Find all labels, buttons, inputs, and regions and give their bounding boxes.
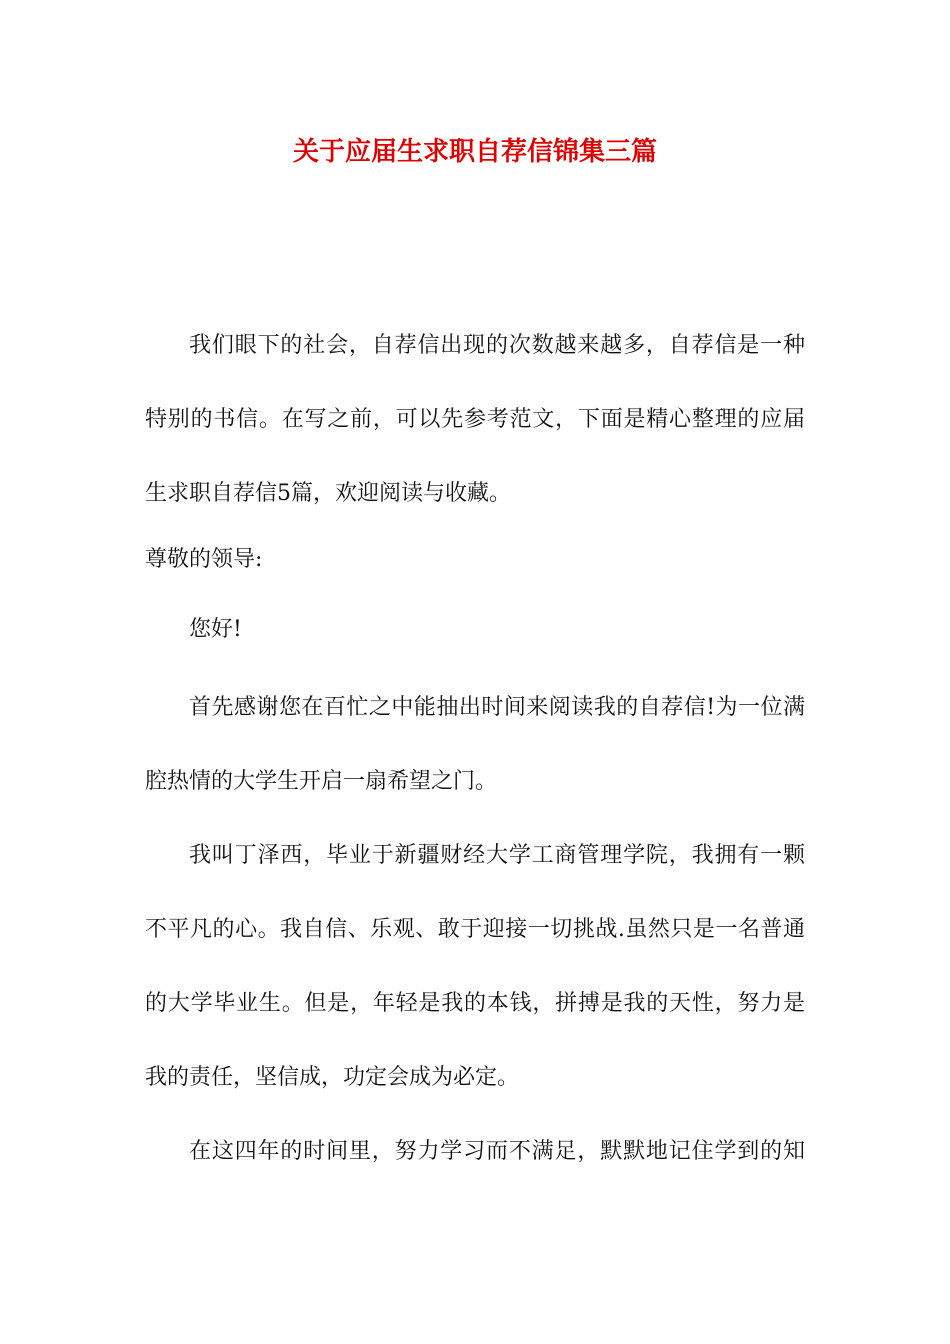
salutation-line: 尊敬的领导: (145, 547, 263, 572)
paragraph-line: 不平凡的心。我自信、乐观、敢于迎接一切挑战.虽然只是一名普通 (145, 917, 805, 942)
paragraph-line: 特别的书信。在写之前，可以先参考范文，下面是精心整理的应届 (145, 407, 805, 432)
paragraph-line: 我们眼下的社会，自荐信出现的次数越来越多，自荐信是一种 (189, 333, 805, 358)
paragraph-line: 腔热情的大学生开启一扇希望之门。 (145, 769, 498, 794)
paragraph-line: 我的责任，坚信成，功定会成为必定。 (145, 1065, 520, 1090)
paragraph-line: 生求职自荐信5篇，欢迎阅读与收藏。 (145, 481, 511, 506)
paragraph-line: 首先感谢您在百忙之中能抽出时间来阅读我的自荐信!为一位满 (189, 695, 805, 720)
document-title: 关于应届生求职自荐信锦集三篇 (292, 137, 657, 167)
document-body (145, 318, 805, 1198)
paragraph-line: 在这四年的时间里，努力学习而不满足，默默地记住学到的知 (189, 1139, 805, 1164)
greeting-line: 您好! (189, 617, 242, 642)
paragraph-line: 我叫丁泽西，毕业于新疆财经大学工商管理学院，我拥有一颗 (189, 843, 805, 868)
paragraph-line: 的大学毕业生。但是，年轻是我的本钱，拼搏是我的天性，努力是 (145, 991, 805, 1016)
